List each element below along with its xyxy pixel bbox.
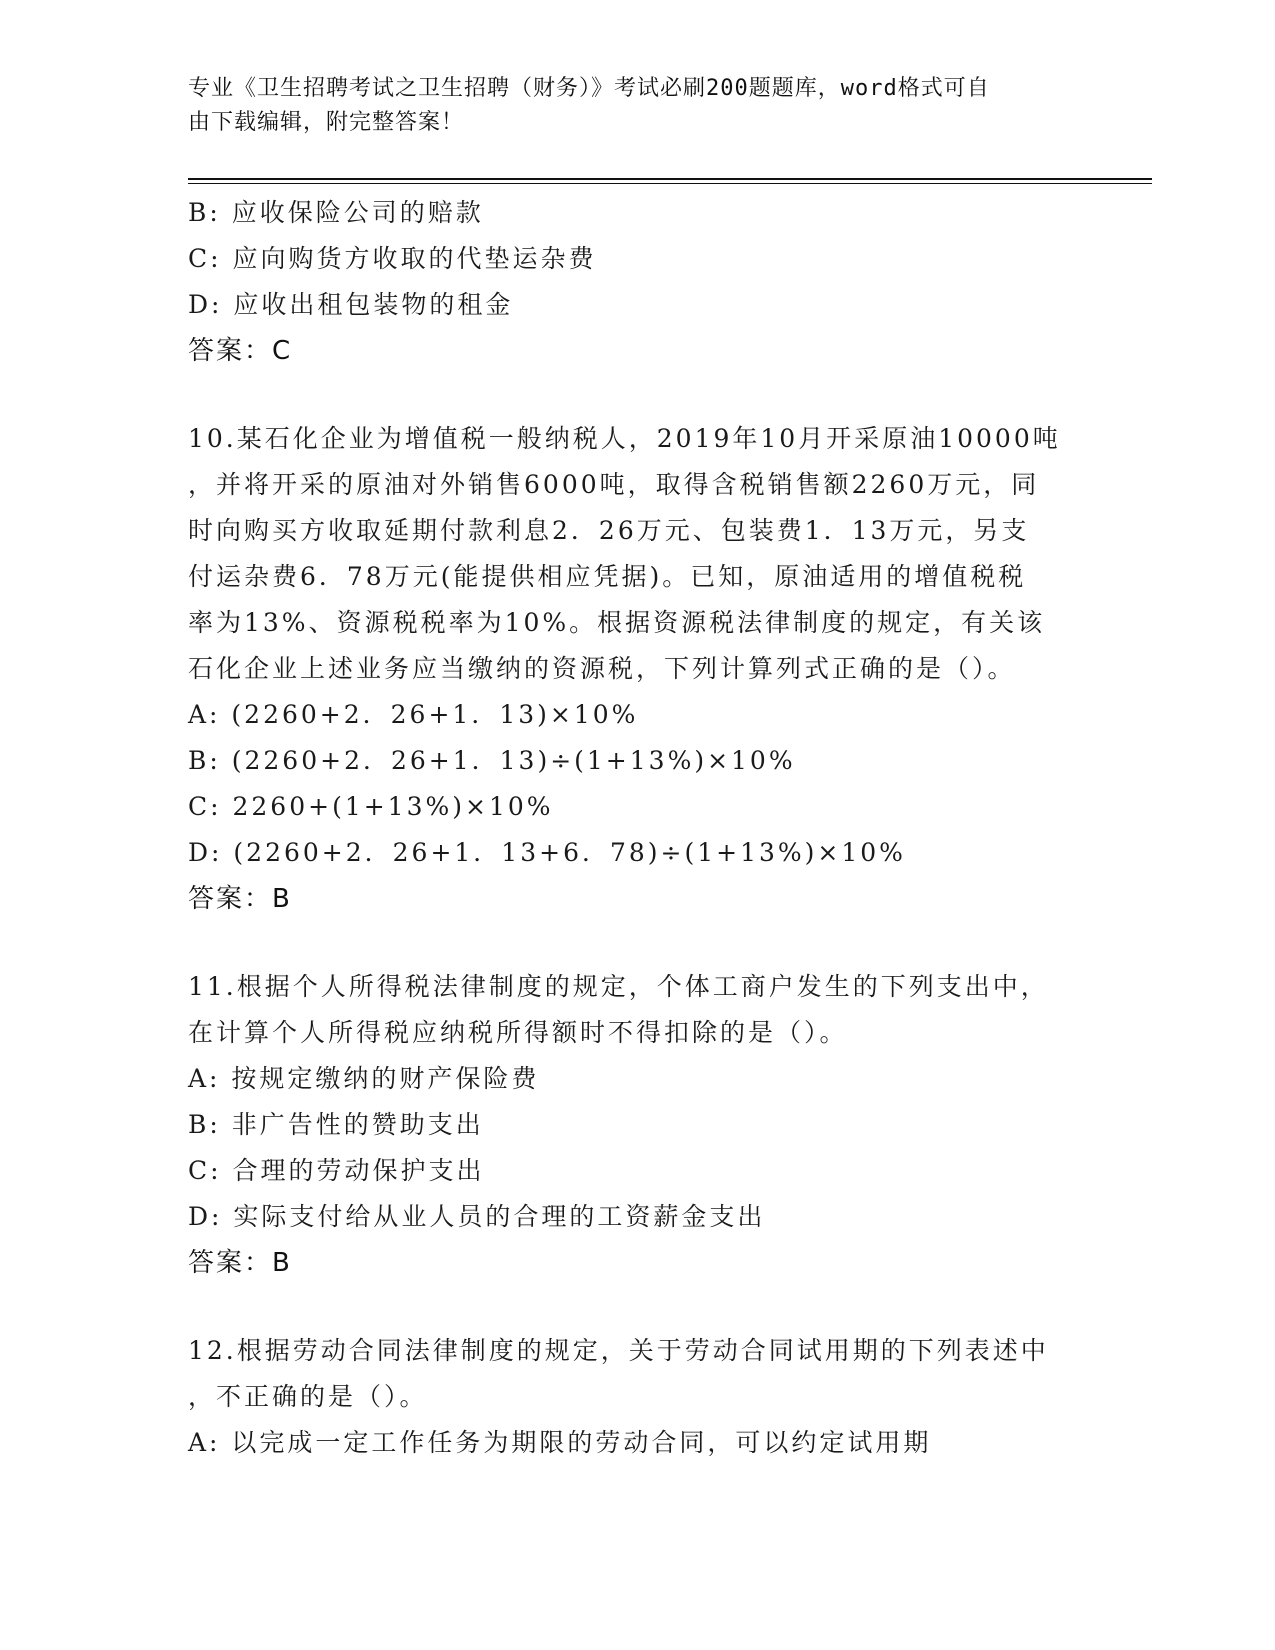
question-stem-line: 11.根据个人所得税法律制度的规定，个体工商户发生的下列支出中， — [188, 972, 1049, 1001]
spacer — [188, 922, 1078, 964]
question-stem-line: ，并将开采的原油对外销售6000吨，取得含税销售额2260万元，同 — [188, 470, 1040, 499]
question-stem-line: 时向购买方收取延期付款利息2．26万元、包装费1．13万元，另支 — [188, 516, 1030, 545]
option-b: B: (2260+2．26+1．13)÷(1+13%)×10% — [188, 746, 796, 775]
question-stem-line: 石化企业上述业务应当缴纳的资源税，下列计算列式正确的是（）。 — [188, 654, 1016, 683]
question-stem-line: 在计算个人所得税应纳税所得额时不得扣除的是（）。 — [188, 1018, 848, 1047]
option-c: C: 应向购货方收取的代垫运杂费 — [188, 244, 597, 273]
question-11 — [188, 964, 1078, 1286]
option-a: A: 以完成一定工作任务为期限的劳动合同，可以约定试用期 — [188, 1428, 932, 1457]
document-header — [188, 72, 1068, 140]
header-line-2: 由下载编辑，附完整答案！ — [188, 110, 465, 135]
answer-label: 答案：B — [188, 1248, 292, 1278]
question-stem-line: 付运杂费6．78万元(能提供相应凭据)。已知，原油适用的增值税税 — [188, 562, 1027, 591]
question-content — [188, 190, 1078, 1466]
spacer — [188, 1286, 1078, 1328]
option-a: A: 按规定缴纳的财产保险费 — [188, 1064, 540, 1093]
answer-label: 答案：B — [188, 884, 292, 914]
question-9-tail — [188, 190, 1078, 374]
question-10 — [188, 416, 1078, 922]
option-b: B: 非广告性的赞助支出 — [188, 1110, 484, 1139]
question-stem-line: ，不正确的是（）。 — [188, 1382, 428, 1411]
option-d: D: 应收出租包装物的租金 — [188, 290, 514, 319]
question-stem-line: 率为13%、资源税税率为10%。根据资源税法律制度的规定，有关该 — [188, 608, 1046, 637]
header-divider-thin — [188, 183, 1152, 184]
option-d: D: 实际支付给从业人员的合理的工资薪金支出 — [188, 1202, 766, 1231]
option-b: B: 应收保险公司的赔款 — [188, 198, 484, 227]
spacer — [188, 374, 1078, 416]
option-a: A: (2260+2．26+1．13)×10% — [188, 700, 639, 729]
header-line-1: 专业《卫生招聘考试之卫生招聘（财务）》考试必刷200题题库，word格式可自 — [188, 76, 990, 101]
answer-label: 答案：C — [188, 336, 293, 366]
header-divider-thick — [188, 178, 1152, 180]
question-stem-line: 12.根据劳动合同法律制度的规定，关于劳动合同试用期的下列表述中 — [188, 1336, 1049, 1365]
option-c: C: 2260+(1+13%)×10% — [188, 792, 554, 821]
question-12 — [188, 1328, 1078, 1466]
option-d: D: (2260+2．26+1．13+6．78)÷(1+13%)×10% — [188, 838, 906, 867]
option-c: C: 合理的劳动保护支出 — [188, 1156, 485, 1185]
question-stem-line: 10.某石化企业为增值税一般纳税人，2019年10月开采原油10000吨 — [188, 424, 1061, 453]
